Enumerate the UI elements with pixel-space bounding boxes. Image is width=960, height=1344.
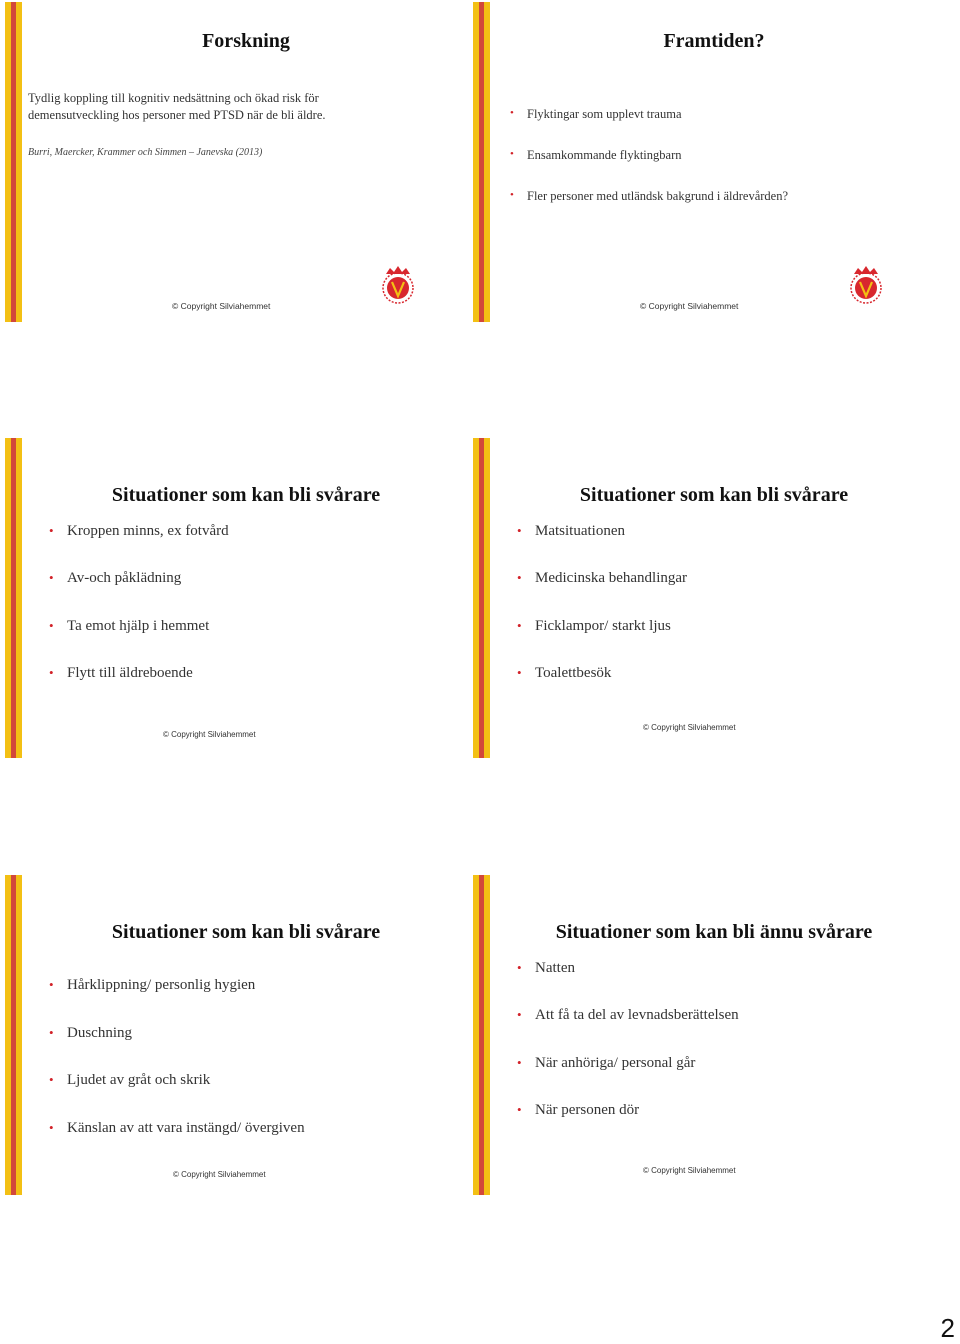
bullet-item: [49, 665, 193, 682]
bullet-text: Att få ta del av levnadsberättelsen: [535, 1007, 739, 1023]
bullet-dot-icon: •: [49, 570, 54, 585]
bullet-dot-icon: •: [49, 1025, 54, 1040]
bullet-text: Flyktingar som upplevt trauma: [527, 107, 682, 121]
citation: Burri, Maercker, Krammer och Simmen – Janevska (2013): [28, 147, 263, 158]
bullet-item: [49, 618, 210, 635]
bullet-text: Flytt till äldreboende: [67, 665, 193, 681]
bullet-text: Kroppen minns, ex fotvård: [67, 523, 229, 539]
bullet-dot-icon: •: [517, 1055, 522, 1070]
bullet-item: [49, 1072, 211, 1089]
bullet-item: [517, 960, 575, 977]
bullet-dot-icon: •: [510, 107, 514, 119]
bullet-text: Fler personer med utländsk bakgrund i äldrevården?: [527, 189, 789, 203]
slide-situationer-1: [5, 438, 470, 758]
copyright-text: © Copyright Silviahemmet: [643, 723, 736, 732]
slide-title: Forskning: [202, 30, 290, 52]
bullet-text: Matsituationen: [535, 523, 625, 539]
slide-stripe: [473, 2, 490, 322]
bullet-item: [510, 189, 789, 204]
slide-stripe: [5, 2, 22, 322]
bullet-dot-icon: •: [517, 1102, 522, 1117]
copyright-text: © Copyright Silviahemmet: [640, 301, 739, 311]
slide-forskning: [5, 2, 470, 322]
bullet-item: [510, 148, 682, 163]
slide-framtiden: [473, 2, 938, 322]
bullet-item: [49, 977, 256, 994]
bullet-dot-icon: •: [517, 523, 522, 538]
bullet-item: [517, 618, 671, 635]
bullet-item: [517, 1055, 696, 1072]
bullet-text: Ensamkommande flyktingbarn: [527, 148, 682, 162]
bullet-item: [510, 107, 682, 122]
bullet-dot-icon: •: [49, 523, 54, 538]
bullet-text: När personen dör: [535, 1102, 640, 1118]
silviahemmet-logo: [378, 264, 418, 308]
bullet-dot-icon: •: [49, 618, 54, 633]
slide-title: Situationer som kan bli svårare: [111, 921, 381, 943]
bullet-text: Av-och påklädning: [67, 570, 182, 586]
bullet-text: Medicinska behandlingar: [535, 570, 688, 586]
bullet-text: Ljudet av gråt och skrik: [67, 1072, 211, 1088]
bullet-text: Känslan av att vara instängd/ övergiven: [67, 1120, 305, 1136]
bullet-dot-icon: •: [510, 189, 514, 201]
bullet-dot-icon: •: [517, 960, 522, 975]
slide-title: Situationer som kan bli ännu svårare: [555, 921, 873, 943]
slide-situationer-2: [473, 438, 938, 758]
bullet-item: [517, 570, 688, 587]
bullet-dot-icon: •: [49, 665, 54, 680]
bullet-item: [49, 523, 229, 540]
slide-stripe: [473, 875, 490, 1195]
bullet-text: Duschning: [67, 1025, 132, 1041]
slide-title: Situationer som kan bli svårare: [111, 484, 381, 506]
bullet-text: Toalettbesök: [535, 665, 612, 681]
silviahemmet-logo: [846, 264, 886, 308]
bullet-text: Ta emot hjälp i hemmet: [67, 618, 210, 634]
bullet-text: Hårklippning/ personlig hygien: [67, 977, 256, 993]
slide-title: Framtiden?: [663, 30, 765, 52]
bullet-item: [517, 1007, 739, 1024]
bullet-item: [49, 1025, 132, 1042]
bullet-item: [49, 570, 182, 587]
slide-stripe: [5, 438, 22, 758]
bullet-dot-icon: •: [49, 1120, 54, 1135]
bullet-dot-icon: •: [49, 1072, 54, 1087]
bullet-item: [517, 665, 612, 682]
bullet-item: [517, 1102, 640, 1119]
slide-situationer-4: [473, 875, 938, 1195]
bullet-text: Natten: [535, 960, 575, 976]
bullet-text: Ficklampor/ starkt ljus: [535, 618, 671, 634]
bullet-dot-icon: •: [517, 1007, 522, 1022]
bullet-dot-icon: •: [517, 665, 522, 680]
copyright-text: © Copyright Silviahemmet: [172, 301, 271, 311]
bullet-item: [49, 1120, 305, 1137]
slide-stripe: [5, 875, 22, 1195]
page-number: 2: [940, 1313, 955, 1343]
bullet-dot-icon: •: [510, 148, 514, 160]
copyright-text: © Copyright Silviahemmet: [163, 730, 256, 739]
bullet-item: [517, 523, 625, 540]
bullet-dot-icon: •: [517, 570, 522, 585]
slide-title: Situationer som kan bli svårare: [579, 484, 849, 506]
copyright-text: © Copyright Silviahemmet: [173, 1170, 266, 1179]
copyright-text: © Copyright Silviahemmet: [643, 1166, 736, 1175]
bullet-dot-icon: •: [517, 618, 522, 633]
slide-stripe: [473, 438, 490, 758]
bullet-dot-icon: •: [49, 977, 54, 992]
research-text-line-1: Tydlig koppling till kognitiv nedsättning och ökad risk för: [28, 91, 319, 105]
bullet-text: När anhöriga/ personal går: [535, 1055, 696, 1071]
slide-situationer-3: [5, 875, 470, 1195]
research-text-line-2: demensutveckling hos personer med PTSD när de bli äldre.: [28, 108, 326, 122]
